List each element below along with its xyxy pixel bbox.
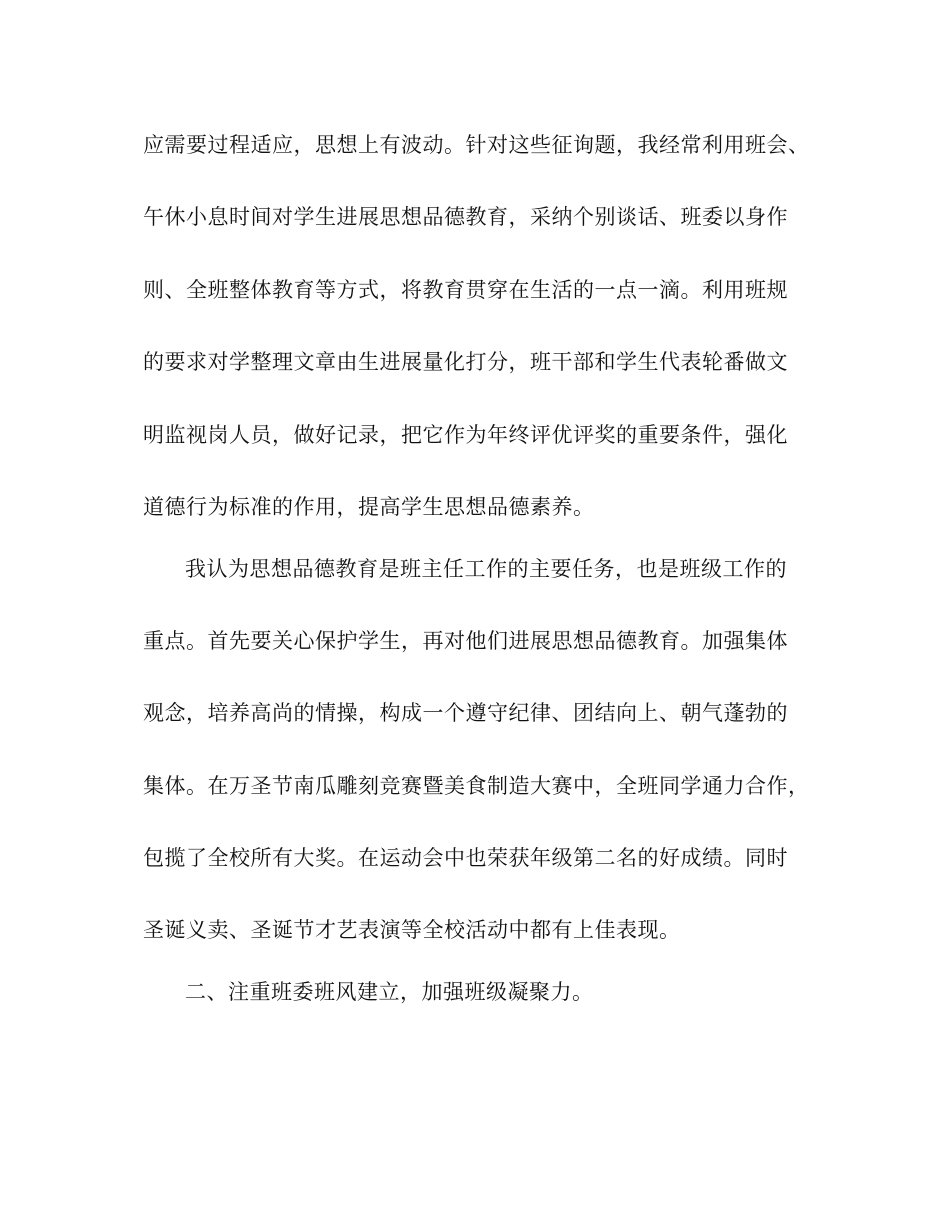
- paragraph-line: 的要求对学整理文章由生进展量化打分，班干部和学生代表轮番做文: [143, 350, 788, 374]
- paragraph-line: 道德行为标准的作用，提高学生思想品德素养。: [143, 495, 595, 519]
- paragraph-line: 则、全班整体教育等方式，将教育贯穿在生活的一点一滴。利用班规: [143, 278, 788, 302]
- paragraph-line: 应需要过程适应，思想上有波动。针对这些征询题，我经常利用班会、: [143, 133, 810, 157]
- paragraph-line: 观念，培养高尚的情操，构成一个遵守纪律、团结向上、朝气蓬勃的: [143, 701, 788, 725]
- paragraph-line: 重点。首先要关心保护学生，再对他们进展思想品德教育。加强集体: [143, 629, 788, 653]
- paragraph-line: 包揽了全校所有大奖。在运动会中也荣获年级第二名的好成绩。同时: [143, 846, 788, 870]
- paragraph-line: 午休小息时间对学生进展思想品德教育，采纳个别谈话、班委以身作: [143, 205, 788, 229]
- paragraph-line: 圣诞义卖、圣诞节才艺表演等全校活动中都有上佳表现。: [143, 918, 681, 942]
- section-heading: 二、注重班委班风建立，加强班级凝聚力。: [185, 980, 594, 1004]
- paragraph-line: 集体。在万圣节南瓜雕刻竞赛暨美食制造大赛中，全班同学通力合作，: [143, 774, 810, 798]
- paragraph-line: 我认为思想品德教育是班主任工作的主要任务，也是班级工作的: [185, 557, 787, 581]
- paragraph-line: 明监视岗人员，做好记录，把它作为年终评优评奖的重要条件，强化: [143, 423, 788, 447]
